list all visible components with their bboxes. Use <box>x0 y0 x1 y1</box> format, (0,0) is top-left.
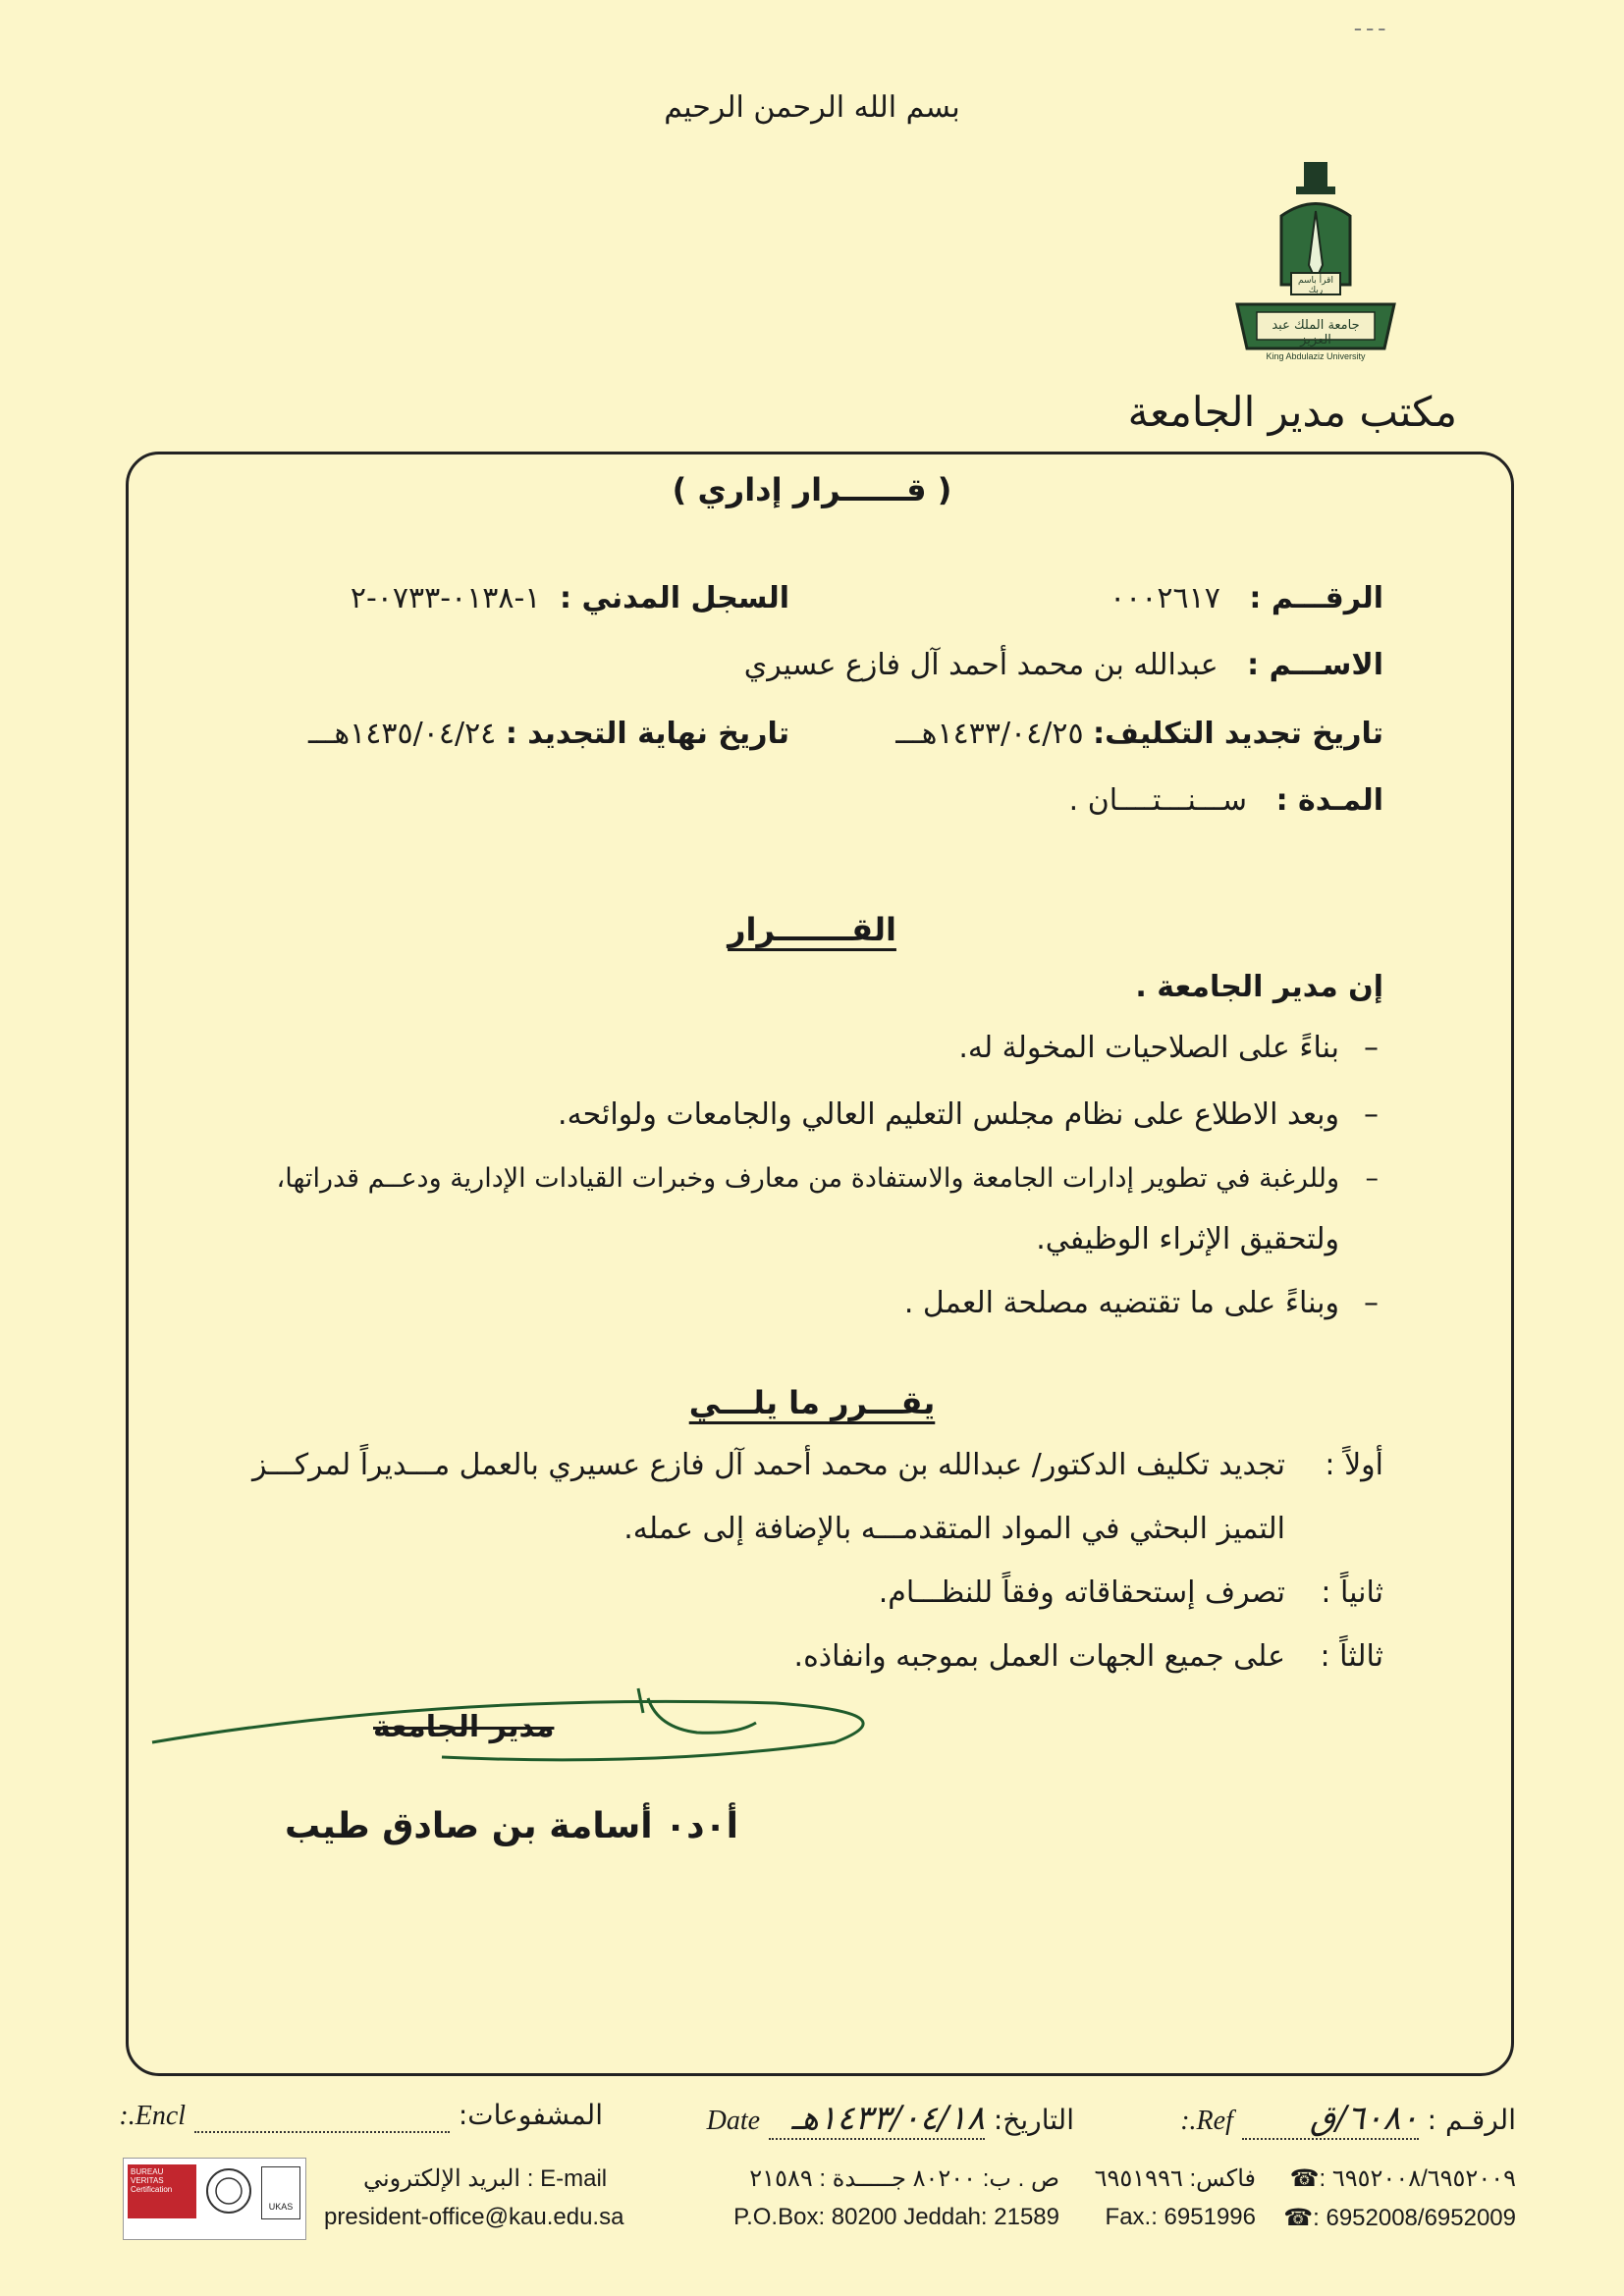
ref-value: ٦٠٨٠/ق <box>1242 2099 1419 2140</box>
encl-label: المشفوعات: <box>458 2099 603 2131</box>
end-value: ١٤٣٥/٠٤/٢٤هـــ <box>307 717 497 751</box>
logo-english: King Abdulaziz University <box>1266 351 1366 361</box>
civil-value: ١-٠١٣٨-٠٧٣٣-٢ <box>350 581 541 615</box>
number-label: الرقـــم : <box>1249 581 1383 615</box>
date-en: Date <box>706 2106 761 2136</box>
duration-label: المـدة : <box>1275 783 1383 818</box>
signatory-name: أ٠د٠ أسامة بن صادق طيب <box>285 1806 738 1846</box>
civil-label: السجل المدني : <box>560 581 789 615</box>
duration <box>1069 783 1383 818</box>
phone-en: ☎: 6952008/6952009 <box>1283 2205 1516 2231</box>
certification-seal-icon <box>204 2166 253 2216</box>
second-resolution-text: تصرف إستحقاقاته وفقاً للنظـــام. <box>878 1575 1285 1610</box>
office-title: مكتب مدير الجامعة <box>1127 388 1457 436</box>
footer-ref <box>1180 2099 1516 2140</box>
email-address[interactable]: president-office@kau.edu.sa <box>324 2204 624 2230</box>
third-resolution-text: على جميع الجهات العمل بموجبه وانفاذه. <box>793 1639 1285 1674</box>
first-resolution-line2: التميز البحثي في المواد المتقدمـــه بالإضافة إلى عمله. <box>623 1512 1285 1546</box>
second-resolution-label: ثانياً : <box>1321 1575 1383 1610</box>
ref-en: Ref.: <box>1180 2106 1233 2136</box>
name-value: عبدالله بن محمد أحمد آل فازع عسيري <box>743 648 1218 682</box>
fax-en: Fax.: 6951996 <box>1105 2204 1256 2230</box>
third-resolution-label: ثالثاً : <box>1320 1639 1383 1674</box>
renewal-end-date <box>308 717 789 751</box>
first-resolution-label: أولاً : <box>1325 1448 1383 1482</box>
date-value: ١٤٣٣/٠٤/١٨هـ <box>769 2099 985 2140</box>
resolves-heading: يقـــرر ما يلـــي <box>688 1384 936 1421</box>
ukas-badge: UKAS <box>261 2166 300 2219</box>
renewal-date <box>895 717 1383 751</box>
phone-ar: ☎: ٦٩٥٢٠٠٨/٦٩٥٢٠٠٩ <box>1289 2165 1516 2192</box>
footer-date <box>707 2099 1074 2140</box>
logo-motto: اقرأ باسم ربك <box>1298 276 1333 295</box>
decision-intro: إن مدير الجامعة . <box>1135 970 1383 1004</box>
list-item: –وبعد الاطلاع على نظام مجلس التعليم العالي والجامعات ولوائحه. <box>558 1097 1379 1132</box>
list-item: –وللرغبة في تطوير إدارات الجامعة والاستفادة من معارف وخبرات القيادات الإدارية ودعــم قدراتها، <box>276 1163 1379 1194</box>
ref-label: الرقـم : <box>1427 2104 1516 2136</box>
civil-record <box>351 581 789 615</box>
footer-enclosures <box>119 2099 603 2133</box>
list-item: –وبناءً على ما تقتضيه مصلحة العمل . <box>903 1286 1379 1320</box>
renewal-label: تاريخ تجديد التكليف: <box>1093 717 1383 751</box>
email-label: البريد الإلكتروني : E-mail <box>363 2165 608 2192</box>
renewal-value: ١٤٣٣/٠٤/٢٥هـــ <box>895 717 1084 751</box>
bureau-veritas-badge: BUREAU VERITAS Certification <box>128 2164 196 2218</box>
name-label: الاســـم : <box>1247 648 1383 682</box>
duration-value: ســـنـــتــــان . <box>1068 783 1248 818</box>
first-resolution-line1: تجديد تكليف الدكتور/ عبدالله بن محمد أحمد آل فازع عسيري بالعمل مـــديراً لمركـــز <box>251 1448 1285 1482</box>
list-item-continuation: ولتحقيق الإثراء الوظيفي. <box>1036 1222 1339 1256</box>
list-item: –بناءً على الصلاحيات المخولة له. <box>958 1031 1379 1065</box>
encl-en: Encl.: <box>119 2101 187 2131</box>
decision-number <box>1110 581 1383 615</box>
number-value: ٠٠٠٢٦١٧ <box>1110 581 1220 615</box>
decision-heading: القـــــــرار <box>728 911 896 948</box>
pobox-en: P.O.Box: 80200 Jeddah: 21589 <box>733 2204 1059 2230</box>
corner-mark: ـ ـ ـ <box>1355 12 1385 35</box>
certification-badges <box>123 2158 306 2240</box>
end-label: تاريخ نهاية التجديد : <box>505 717 789 751</box>
date-label: التاريخ: <box>993 2104 1074 2136</box>
decision-title: ( قــــــرار إداري ) <box>672 471 952 508</box>
pobox-ar: ص . ب: ٨٠٢٠٠ جـــــدة : ٢١٥٨٩ <box>749 2165 1059 2192</box>
logo-text: جامعة الملك عبد العزيز <box>1272 318 1360 347</box>
signature-title: مدير الجامعة <box>373 1710 555 1744</box>
bismillah: بسم الله الرحمن الرحيم <box>664 90 960 125</box>
fax-ar: فاكس: ٦٩٥١٩٩٦ <box>1094 2165 1256 2192</box>
employee-name <box>744 648 1383 682</box>
university-logo <box>1227 157 1404 373</box>
